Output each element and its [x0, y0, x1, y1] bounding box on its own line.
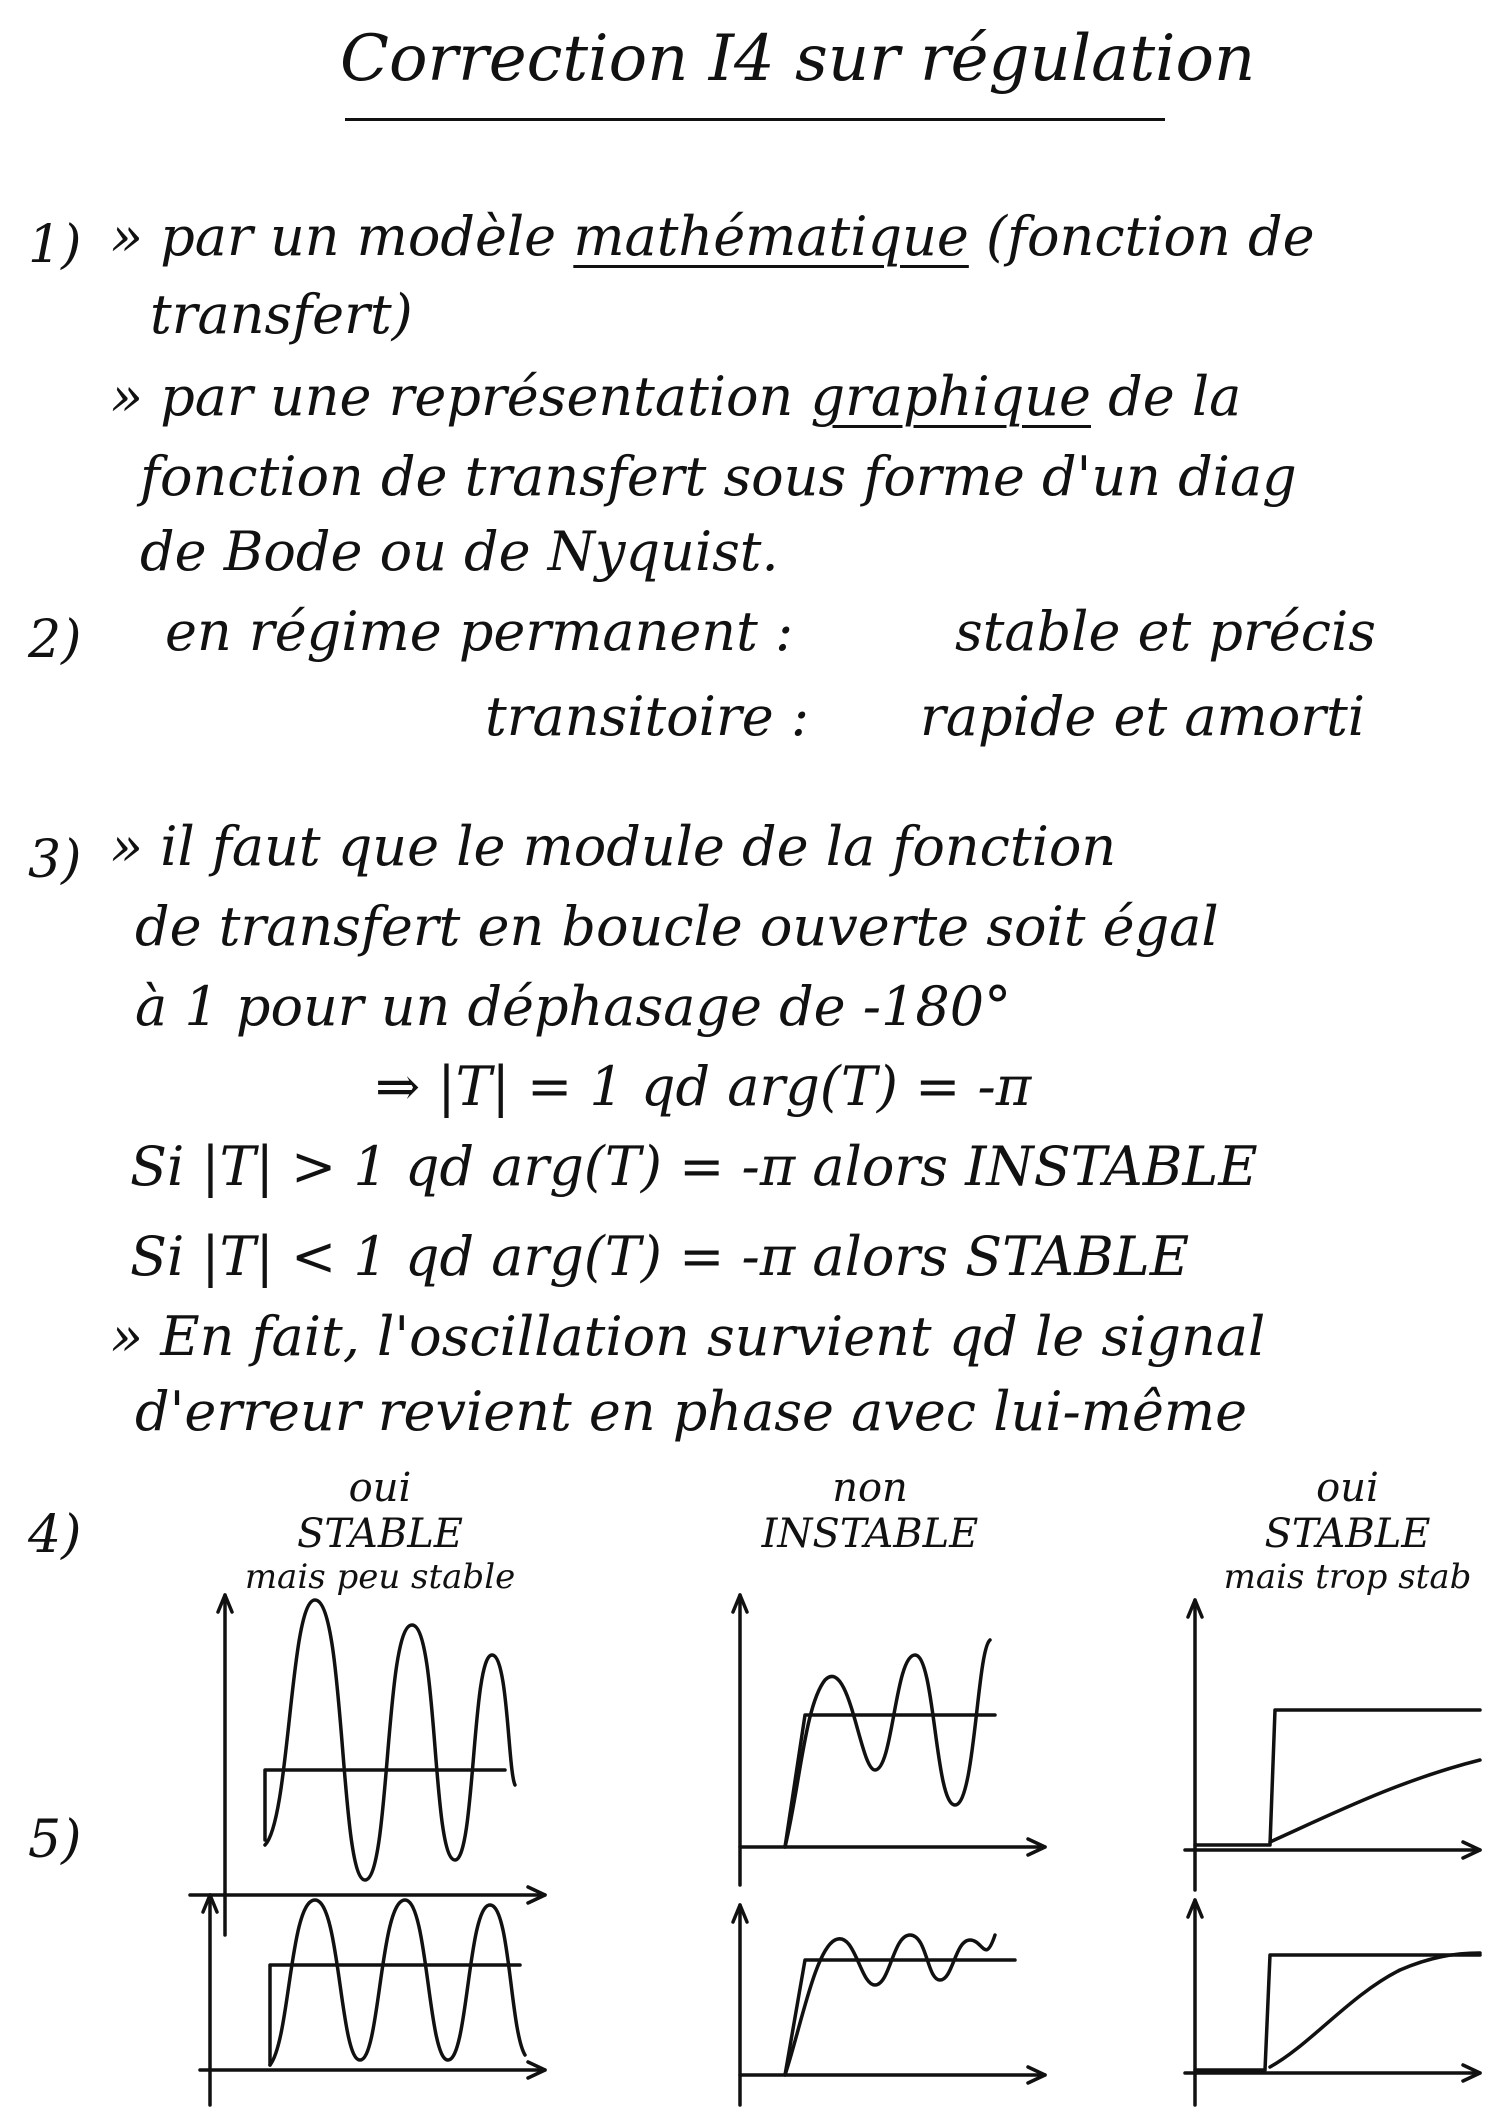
q4-caption-2: non INSTABLE: [761, 1465, 979, 1557]
response-curve: [785, 1640, 990, 1847]
q5-number: 5): [28, 1810, 82, 1870]
q4-caption-1: oui STABLE mais peu stable: [244, 1465, 516, 1597]
response-curve: [785, 1935, 995, 2075]
q3-line-7: » En fait, l'oscillation survient qd le signal: [110, 1305, 1266, 1368]
q3-line-2: de transfert en boucle ouverte soit égal: [135, 895, 1219, 958]
setpoint-step: [785, 1960, 1015, 2075]
q1-line-2: transfert): [150, 283, 413, 346]
q1-line-4: fonction de transfert sous forme d'un diag: [140, 445, 1297, 508]
q3-line-8: d'erreur revient en phase avec lui-même: [135, 1380, 1248, 1443]
setpoint-step: [1195, 1710, 1480, 1845]
response-curve: [1270, 1760, 1480, 1842]
q3-line-1: » il faut que le module de la fonction: [110, 815, 1117, 878]
q5-graph-oscillating: [180, 1890, 560, 2110]
title-underline: [345, 118, 1165, 121]
q1-line-5: de Bode ou de Nyquist.: [140, 520, 779, 583]
q3-line-5: Si |T| > 1 qd arg(T) = -π alors INSTABLE: [130, 1135, 1258, 1198]
q3-line-4: ⇒ |T| = 1 qd arg(T) = -π: [375, 1055, 1032, 1118]
q2-rapide-amorti: rapide et amorti: [920, 685, 1366, 748]
response-curve: [1270, 1953, 1480, 2067]
q5-graph-damped: [715, 1900, 1055, 2110]
q3-number: 3): [28, 830, 82, 890]
q4-graph-unstable: [715, 1585, 1055, 1915]
response-curve: [270, 1900, 525, 2065]
q1-line-3: » par une représentation graphique de la: [110, 365, 1242, 428]
q3-line-6: Si |T| < 1 qd arg(T) = -π alors STABLE: [130, 1225, 1190, 1288]
q3-line-3: à 1 pour un déphasage de -180°: [135, 975, 1012, 1038]
q2-transitoire: transitoire :: [485, 685, 810, 748]
response-curve: [265, 1600, 515, 1880]
page-title: Correction I4 sur régulation: [340, 22, 1256, 96]
q4-graph-overdamped: [1170, 1590, 1488, 1920]
q1-line-1: » par un modèle mathématique (fonction de: [110, 205, 1315, 268]
q4-caption-3: oui STABLE mais trop stab: [1223, 1465, 1472, 1597]
q2-stable-precis: stable et précis: [955, 600, 1376, 663]
q5-graph-slow: [1170, 1895, 1488, 2110]
q4-number: 4): [28, 1505, 82, 1565]
q1-number: 1): [28, 215, 82, 275]
q2-regime-permanent: en régime permanent :: [165, 600, 794, 663]
q2-number: 2): [28, 610, 82, 670]
setpoint-step: [270, 1965, 520, 2065]
